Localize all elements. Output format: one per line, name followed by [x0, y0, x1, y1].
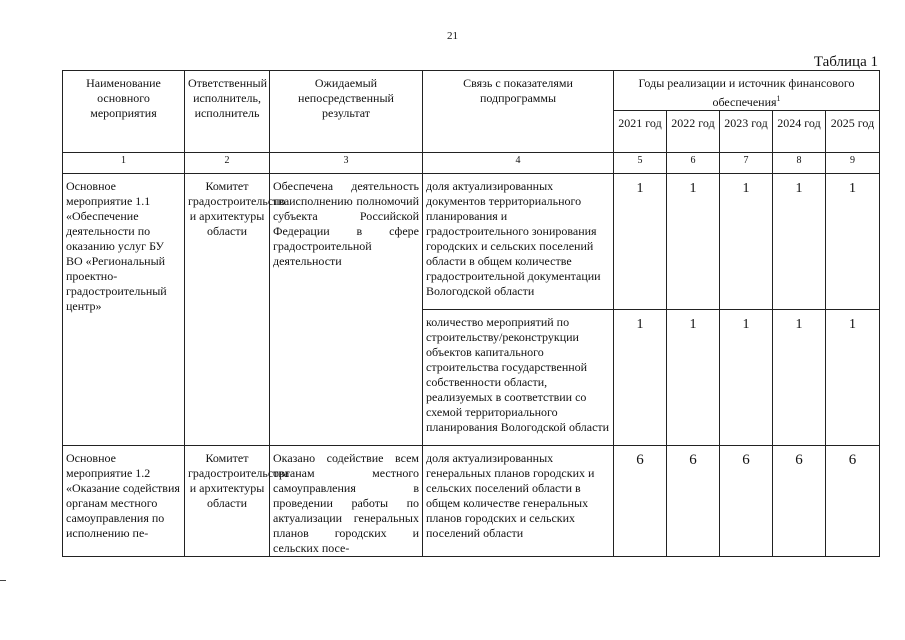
year-value: 1: [614, 174, 667, 310]
expected-result: Оказано содействие всем органам местного самоуправления в проведении работы по актуализации генеральных планов городских и сельских посе-: [270, 446, 423, 557]
footnote-mark: 1: [776, 94, 781, 103]
header-years-group: [614, 71, 880, 111]
executor: Комитет градостроительства и архитектуры области: [185, 174, 270, 446]
expected-result: Обеспечена деятельность по исполнению полномочий субъекта Российской Федерации в сфере градостроительной деятельности: [270, 174, 423, 446]
header-activity-name: Наименование основного мероприятия: [63, 71, 185, 153]
table-row: [63, 446, 880, 557]
column-number: 7: [720, 153, 773, 174]
indicator-text: доля актуализированных документов территориального планирования и градостроительного зонирования городских и сельских поселений области в общем количестве градостроительной документации Вологодской области: [423, 174, 614, 310]
header-year: 2022 год: [667, 111, 720, 153]
header-years-group-text: Годы реализации и источник финансового обеспечения: [638, 76, 855, 109]
table-caption: Таблица 1: [813, 54, 878, 70]
year-value: 6: [826, 446, 880, 557]
year-value: 6: [614, 446, 667, 557]
table-row: [63, 174, 880, 310]
column-number: 3: [270, 153, 423, 174]
column-number: 4: [423, 153, 614, 174]
column-number: 5: [614, 153, 667, 174]
year-value: 1: [720, 174, 773, 310]
year-value: 6: [720, 446, 773, 557]
year-value: 1: [826, 310, 880, 446]
column-number: 2: [185, 153, 270, 174]
indicator-text: количество мероприятий по строительству/реконструкции объектов капитального строительства государственной собственности области, реализуемых в соответствии со схемой территориального планирования Вологодской области: [423, 310, 614, 446]
year-value: 6: [773, 446, 826, 557]
year-value: 1: [773, 310, 826, 446]
column-number-row: [63, 153, 880, 174]
header-executor: Ответственный исполнитель, исполнитель: [185, 71, 270, 153]
column-number: 8: [773, 153, 826, 174]
year-value: 1: [773, 174, 826, 310]
activity-name: Основное мероприятие 1.1 «Обеспечение деятельности по оказанию услуг БУ ВО «Региональный проектно-градостроительный центр»: [63, 174, 185, 446]
activity-name: Основное мероприятие 1.2 «Оказание содействия органам местного самоуправления по исполнению пе-: [63, 446, 185, 557]
page-number: 21: [447, 30, 458, 42]
program-table: [62, 70, 880, 557]
header-year: 2024 год: [773, 111, 826, 153]
year-value: 1: [614, 310, 667, 446]
year-value: 1: [667, 174, 720, 310]
year-value: 1: [826, 174, 880, 310]
column-number: 6: [667, 153, 720, 174]
header-indicators-link: Связь с показателями подпрограммы: [423, 71, 614, 153]
indicator-text: доля актуализированных генеральных планов городских и сельских поселений области в общем количестве генеральных планов городских и сельских поселений области: [423, 446, 614, 557]
header-year: 2025 год: [826, 111, 880, 153]
executor: Комитет градостроительства и архитектуры области: [185, 446, 270, 557]
header-year: 2023 год: [720, 111, 773, 153]
column-number: 9: [826, 153, 880, 174]
year-value: 1: [720, 310, 773, 446]
header-year: 2021 год: [614, 111, 667, 153]
column-number: 1: [63, 153, 185, 174]
year-value: 1: [667, 310, 720, 446]
margin-mark: [0, 580, 6, 581]
header-expected-result: Ожидаемый непосредственный результат: [270, 71, 423, 153]
year-value: 6: [667, 446, 720, 557]
